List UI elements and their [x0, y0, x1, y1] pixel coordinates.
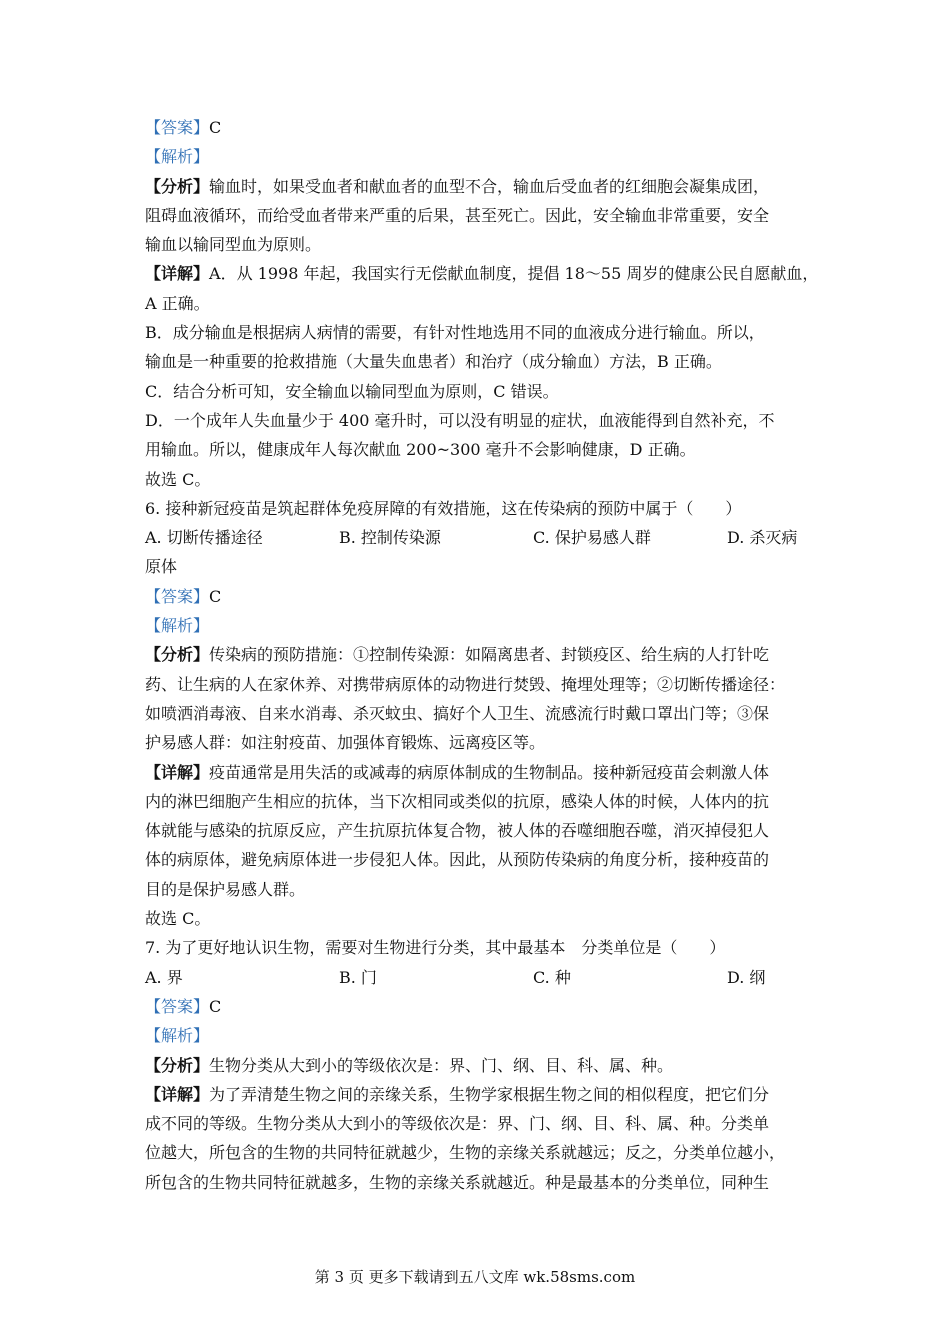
- answer-tag: 【答案】: [145, 996, 210, 1016]
- q5-xiangjie-line-3: 输血是一种重要的抢救措施（大量失血患者）和治疗（成分输血）方法，B 正确。: [145, 352, 722, 372]
- q5-fenxi-line-1: 阻碍血液循环，而给受血者带来严重的后果，甚至死亡。因此，安全输血非常重要，安全: [145, 205, 770, 225]
- q7-option-d: D. 纲: [727, 967, 766, 987]
- q5-xiangjie-line-7: 故选 C。: [145, 469, 211, 489]
- q7-xiangjie-line-3: 所包含的生物共同特征就越多，生物的亲缘关系就越近。种是最基本的分类单位，同种生: [145, 1172, 770, 1192]
- q6-option-d-wrap: 原体: [145, 557, 178, 577]
- q7-xiangjie-line-2: 位越大，所包含的生物的共同特征就越少，生物的亲缘关系就越远；反之，分类单位越小，: [145, 1143, 786, 1163]
- answer-value: C: [209, 586, 222, 606]
- q6-option-b: B. 控制传染源: [339, 528, 441, 548]
- q7-xiangjie-line-0: 【详解】为了弄清楚生物之间的亲缘关系，生物学家根据生物之间的相似程度，把它们分: [145, 1084, 770, 1104]
- q5-analysis-tag: 【解析】: [145, 147, 210, 167]
- q5-xiangjie-line-5: D．一个成年人失血量少于 400 毫升时，可以没有明显的症状，血液能得到自然补充，不: [145, 410, 775, 430]
- q5-xiangjie-line-0: 【详解】A．从 1998 年起，我国实行无偿献血制度，提倡 18～55 周岁的健康公民自愿献血，: [145, 264, 819, 284]
- answer-tag: 【答案】: [145, 586, 210, 606]
- fenxi-tag: 【分析】: [145, 1055, 210, 1075]
- q7-analysis-tag: 【解析】: [145, 1026, 210, 1046]
- page-content: [145, 113, 825, 1197]
- q5-xiangjie-line-1: A 正确。: [145, 293, 210, 313]
- answer-tag: 【答案】: [145, 118, 210, 137]
- page-footer: 第 3 页 更多下载请到五八文库 wk.58sms.com: [314, 1268, 636, 1286]
- q5-xiangjie-line-2: B．成分输血是根据病人病情的需要，有针对性地选用不同的血液成分进行输血。所以，: [145, 323, 765, 343]
- answer-value: C: [209, 996, 222, 1016]
- q6-fenxi-line-1: 药、让生病的人在家休养、对携带病原体的动物进行焚毁、掩埋处理等；②切断传播途径：: [145, 674, 786, 694]
- q6-xiangjie-line-1: 内的淋巴细胞产生相应的抗体，当下次相同或类似的抗原，感染人体的时候，人体内的抗: [145, 791, 770, 811]
- xiangjie-tag: 【详解】: [145, 1084, 210, 1104]
- q7-option-c: C. 种: [533, 967, 571, 987]
- answer-value: C: [209, 118, 222, 137]
- q6-answer: [145, 582, 825, 611]
- q5-fenxi-line-2: 输血以输同型血为原则。: [145, 235, 322, 255]
- q6-question: 6. 接种新冠疫苗是筑起群体免疫屏障的有效措施，这在传染病的预防中属于（ ）: [145, 498, 742, 518]
- q6-options: [145, 523, 825, 552]
- q6-fenxi-line-3: 护易感人群：如注射疫苗、加强体育锻炼、远离疫区等。: [145, 733, 546, 753]
- q6-fenxi-line-2: 如喷洒消毒液、自来水消毒、杀灭蚊虫、搞好个人卫生、流感流行时戴口罩出门等；③保: [145, 703, 770, 723]
- q6-option-d: D. 杀灭病: [727, 528, 798, 548]
- q7-question: 7. 为了更好地认识生物，需要对生物进行分类，其中最基本 分类单位是（ ）: [145, 938, 726, 958]
- xiangjie-tag: 【详解】: [145, 762, 210, 782]
- q6-xiangjie-line-3: 体的病原体，避免病原体进一步侵犯人体。因此，从预防传染病的角度分析，接种疫苗的: [145, 850, 770, 870]
- q5-xiangjie-line-4: C．结合分析可知，安全输血以输同型血为原则，C 错误。: [145, 381, 559, 401]
- q7-fenxi-line-0: 【分析】生物分类从大到小的等级依次是：界、门、纲、目、科、属、种。: [145, 1055, 674, 1075]
- q6-option-a: A. 切断传播途径: [145, 528, 263, 548]
- fenxi-tag: 【分析】: [145, 645, 210, 665]
- q6-fenxi-line-0: 【分析】传染病的预防措施：①控制传染源：如隔离患者、封锁疫区、给生病的人打针吃: [145, 645, 770, 665]
- xiangjie-tag: 【详解】: [145, 264, 210, 284]
- q6-option-c: C. 保护易感人群: [533, 528, 651, 548]
- q7-options: [145, 963, 825, 992]
- q7-xiangjie-line-1: 成不同的等级。生物分类从大到小的等级依次是：界、门、纲、目、科、属、种。分类单: [145, 1114, 770, 1134]
- q5-xiangjie-line-6: 用输血。所以，健康成年人每次献血 200~300 毫升不会影响健康，D 正确。: [145, 440, 696, 460]
- fenxi-tag: 【分析】: [145, 176, 210, 196]
- q7-answer: [145, 992, 825, 1021]
- q6-xiangjie-line-0: 【详解】疫苗通常是用失活的或减毒的病原体制成的生物制品。接种新冠疫苗会刺激人体: [145, 762, 770, 782]
- q6-analysis-tag: 【解析】: [145, 616, 210, 636]
- q5-fenxi-line-0: 【分析】输血时，如果受血者和献血者的血型不合，输血后受血者的红细胞会凝集成团，: [145, 176, 770, 196]
- q6-xiangjie-line-4: 目的是保护易感人群。: [145, 879, 306, 899]
- q7-option-a: A. 界: [145, 967, 183, 987]
- q7-option-b: B. 门: [339, 967, 377, 987]
- q6-xiangjie-line-2: 体就能与感染的抗原反应，产生抗原抗体复合物，被人体的吞噬细胞吞噬，消灭掉侵犯人: [145, 821, 770, 841]
- q6-xiangjie-line-5: 故选 C。: [145, 909, 211, 929]
- q5-answer: [145, 113, 825, 142]
